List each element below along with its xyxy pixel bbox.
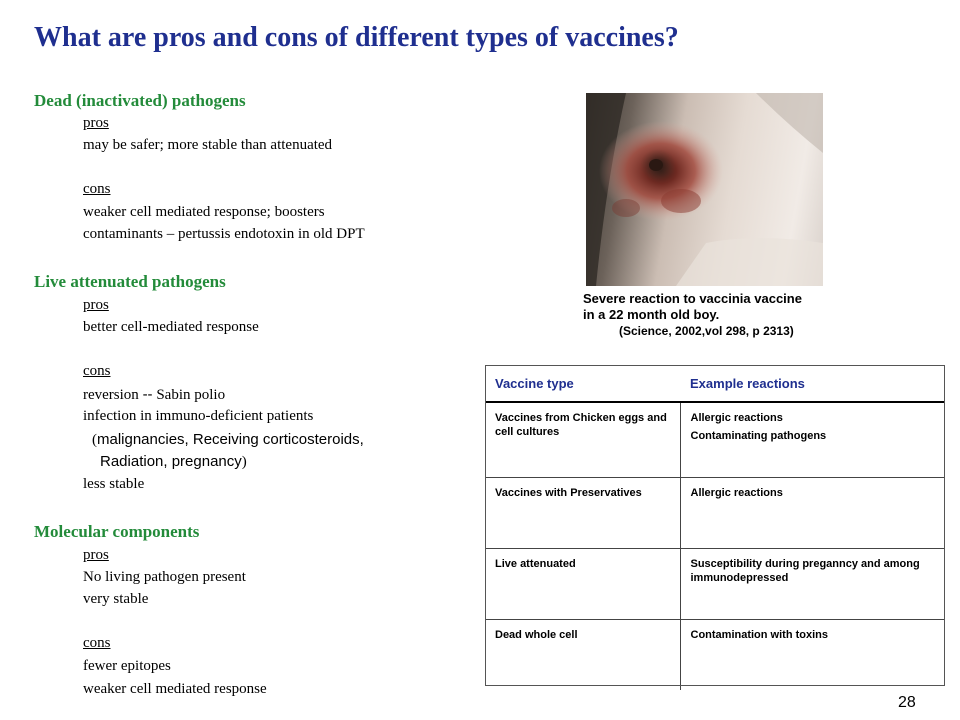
pros-label: pros [83,547,109,563]
pros-item: may be safer; more stable than attenuated [83,137,333,153]
column-header-reactions: Example reactions [680,365,945,402]
table-row [485,478,945,549]
cons-item: fewer epitopes [83,658,171,674]
cons-item: infection in immuno-deficient patients [83,408,314,424]
pros-item: No living pathogen present [83,569,246,585]
column-header-vaccine-type: Vaccine type [485,365,680,402]
heading-live-attenuated: Live attenuated pathogens [34,272,226,291]
caption-line: in a 22 month old boy. [583,307,720,322]
cons-label: cons [83,181,111,197]
table-row [485,620,945,691]
reactions-cell [680,620,945,691]
cons-item: weaker cell mediated response; boosters [83,204,325,220]
pros-label: pros [83,115,109,131]
reaction-item: Allergic reactions [690,487,783,499]
cons-item-detail: Sabin polio [156,387,226,403]
vaccine-type-cell: Dead whole cell [495,629,578,641]
cons-label: cons [83,635,111,651]
cons-item-risk-groups-cont [100,453,247,471]
dash-separator: -- [142,386,153,403]
table-header-row [485,365,945,402]
cons-item: contaminants – pertussis endotoxin in old DPT [83,226,365,242]
table-row [485,402,945,478]
cons-item-reversion [83,386,225,404]
vaccine-type-cell: Vaccines from Chicken eggs and cell cultures [485,402,680,478]
table-row [485,549,945,620]
cons-item-risk-groups [92,431,364,449]
cons-item: weaker cell mediated response [83,681,267,697]
reaction-item: Susceptibility during preganncy and among immunodepressed [690,558,920,584]
cons-item-text: reversion [83,387,139,403]
vaccinia-reaction-photo [586,93,823,286]
pros-item: very stable [83,591,149,607]
reactions-cell [680,478,945,549]
vaccine-type-cell: Vaccines with Preservatives [485,478,680,549]
page-number: 28 [898,694,916,711]
reactions-cell [680,402,945,478]
cons-label: cons [83,363,111,379]
slide-title: What are pros and cons of different types of vaccines? [34,22,679,53]
open-paren: ( [92,432,97,448]
reaction-item: Allergic reactions [690,412,783,424]
pros-label: pros [83,297,109,313]
vaccine-type-cell: Live attenuated [485,549,680,620]
pros-item: better cell-mediated response [83,319,259,335]
caption-line: Severe reaction to vaccinia vaccine [583,291,802,306]
reactions-cell [680,549,945,620]
close-paren: ) [241,454,247,470]
reaction-item: Contamination with toxins [690,629,828,641]
reaction-item: Contaminating pathogens [690,430,827,442]
cons-item: less stable [83,476,145,492]
arm-lesion-illustration [586,93,823,286]
risk-groups-text: Radiation, pregnancy [100,453,242,470]
vaccine-reactions-table [485,365,945,690]
heading-dead-pathogens: Dead (inactivated) pathogens [34,91,246,110]
caption-citation: (Science, 2002,vol 298, p 2313) [619,324,794,338]
risk-groups-text: malignancies, Receiving corticosteroids, [97,431,364,448]
heading-molecular-components: Molecular components [34,522,200,541]
photo-caption [583,291,802,339]
